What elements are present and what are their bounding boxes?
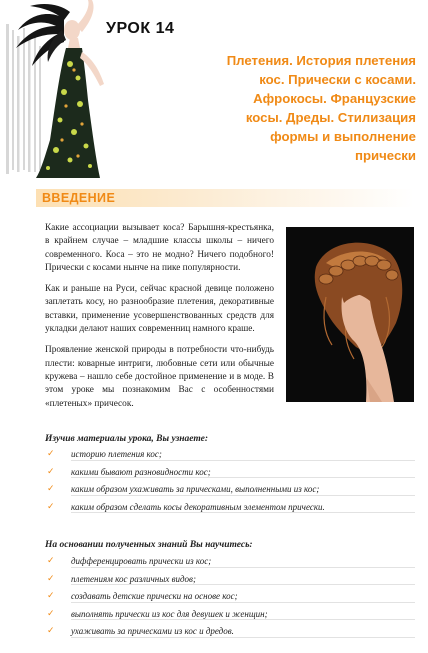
checkmark-icon: ✓	[47, 484, 55, 494]
list-item-text: плетениям кос различных видов;	[71, 573, 196, 584]
list-item	[45, 588, 415, 606]
divider-line	[71, 637, 415, 638]
list-item	[45, 464, 415, 482]
checkmark-icon: ✓	[47, 449, 55, 459]
list-item-text: дифференцировать прически из кос;	[71, 556, 212, 566]
checkmark-icon: ✓	[47, 556, 55, 566]
list-item-text: каким образом ухаживать за прическами, выполненными из кос;	[71, 484, 320, 494]
checkmark-icon: ✓	[47, 501, 55, 512]
divider-line	[71, 512, 415, 513]
list-item-text: какими бывают разновидности кос;	[71, 466, 211, 477]
checkmark-icon: ✓	[47, 466, 55, 477]
intro-text	[45, 222, 274, 419]
list-item	[45, 571, 415, 589]
divider-line	[71, 584, 415, 585]
divider-line	[71, 602, 415, 603]
checkmark-icon: ✓	[47, 608, 55, 619]
lesson-number: УРОК 14	[106, 20, 175, 37]
intro-paragraph: Проявление женской природы в потребности что-нибудь плести: коварные интриги, любовные сети или обычные кружева – нашло себе достойное применение и в моде. В этом уроке мы познакомим Вас с особенностями «плетеных» причесок.	[45, 345, 274, 409]
learn-list	[45, 446, 415, 516]
learn-heading: Изучив материалы урока, Вы узнаете:	[45, 434, 209, 444]
checkmark-icon: ✓	[47, 573, 55, 584]
list-item-text: ухаживать за прическами из кос и дредов.	[71, 626, 234, 636]
lesson-title	[124, 51, 416, 165]
title-line: кос. Прически с косами.	[259, 72, 416, 87]
woman-illustration	[0, 0, 118, 178]
skills-heading: На основании полученных знаний Вы научитесь:	[45, 540, 253, 550]
braided-hair-photo	[286, 227, 414, 402]
title-line: косы. Дреды. Стилизация	[245, 110, 416, 125]
list-item	[45, 446, 415, 464]
divider-line	[71, 495, 415, 496]
title-line: формы и выполнение	[270, 129, 416, 144]
title-line: Афрокосы. Французские	[253, 91, 416, 106]
checkmark-icon: ✓	[47, 591, 55, 601]
divider-line	[71, 567, 415, 568]
intro-paragraph: Как и раньше на Руси, сейчас красной девице положено заплетать косу, но разнообразие плетения, декоративные вставки, применение усовершенствованных средств для укладки делают наших современниц намного краше.	[45, 284, 274, 335]
divider-line	[71, 477, 415, 478]
list-item	[45, 623, 415, 641]
list-item-text: историю плетения кос;	[71, 449, 162, 459]
title-line: прически	[355, 148, 416, 163]
list-item	[45, 481, 415, 499]
list-item-text: выполнять прически из кос для девушек и женщин;	[71, 608, 268, 619]
intro-paragraph: Какие ассоциации вызывает коса? Барышня-крестьянка, в крайнем случае – младшие классы школы – ничего современного. Коса – это не модно? Ничего подобного! Прически с косами нынче на пике популярности.	[45, 223, 274, 273]
list-item	[45, 606, 415, 624]
list-item	[45, 499, 415, 517]
list-item-text: создавать детские прически на основе кос;	[71, 591, 238, 601]
skills-list	[45, 553, 415, 641]
list-item	[45, 553, 415, 571]
title-line: Плетения. История плетения	[226, 53, 416, 68]
list-item-text: каким образом сделать косы декоративным элементом прически.	[71, 501, 325, 512]
section-heading: ВВЕДЕНИЕ	[42, 191, 116, 205]
checkmark-icon: ✓	[47, 626, 55, 636]
divider-line	[71, 619, 415, 620]
divider-line	[71, 460, 415, 461]
